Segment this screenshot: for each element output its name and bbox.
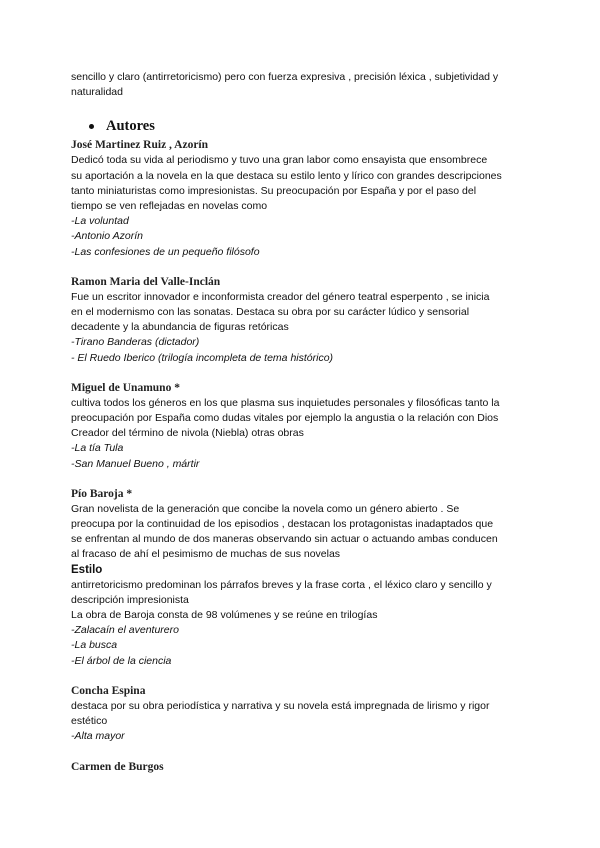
estilo-text: antirretoricismo predominan los párrafos breves y la frase corta , el léxico claro y sencillo y descripción impresionista	[71, 578, 492, 606]
intro-line-1: sencillo y claro (antirretoricismo) pero con fuerza expresiva , precisión léxica , subjetividad y	[71, 71, 499, 83]
section-azorin	[71, 137, 541, 259]
intro-line-2: naturalidad	[71, 86, 123, 99]
work-item: -La voluntad	[71, 215, 129, 228]
work-item: -La tía Tula	[71, 442, 124, 455]
section-concha-espina	[71, 683, 541, 745]
author-name: Miguel de Unamuno *	[71, 381, 180, 394]
author-name: Carmen de Burgos	[71, 760, 164, 773]
section-baroja	[71, 486, 541, 669]
author-name: Concha Espina	[71, 684, 146, 697]
work-item: -Tirano Banderas (dictador)	[71, 336, 200, 349]
obra-text: La obra de Baroja consta de 98 volúmenes y se reúne en trilogías	[71, 609, 378, 622]
estilo-heading: Estilo	[71, 563, 103, 576]
work-item: -Las confesiones de un pequeño filósofo	[71, 245, 260, 258]
author-text: Fue un escritor innovador e inconformista creador del género teatral esperpento , se inicia en el modernismo con las sonatas. Destaca su obra por su carácter lúdico y sensorial decadente y la abundancia de figuras retóricas	[71, 290, 490, 334]
work-item: -Alta mayor	[71, 730, 125, 743]
bullet-dot-icon	[89, 124, 94, 129]
work-item: -San Manuel Bueno , mártir	[71, 457, 200, 470]
author-text: Gran novelista de la generación que concibe la novela como un género abierto . Se preocupa por la continuidad de los episodios , destacan los protagonistas inadaptados que se enfrentan al mundo de dos maneras observando sin actuar o actuando ambas conducen al fracaso de ahí el pesimismo de muchas de sus novelas	[71, 502, 498, 561]
work-item: -Antonio Azorín	[71, 230, 143, 243]
author-name: José Martinez Ruiz , Azorín	[71, 139, 209, 152]
work-item: - El Ruedo Iberico (trilogía incompleta de tema histórico)	[71, 351, 334, 364]
document-content	[71, 70, 541, 775]
work-item: -Zalacaín el aventurero	[71, 624, 179, 637]
section-valle-inclan	[71, 274, 541, 366]
author-name: Pío Baroja *	[71, 487, 133, 500]
author-text: cultiva todos los géneros en los que plasma sus inquietudes personales y filosóficas tanto la preocupación por España como dudas vitales por ejemplo la angustia o la relación con Dios Creador del término de nivola (Niebla) otras obras	[71, 396, 500, 440]
autores-bullet	[89, 118, 541, 135]
author-text: Dedicó toda su vida al periodismo y tuvo una gran labor como ensayista que ensombrece su aportación a la novela en la que destaca su estilo lento y lírico con grandes descripciones tanto miniaturistas como impresionistas. Su preocupación por España y por el paso del tiempo se ven reflejadas en novelas como	[71, 154, 502, 213]
author-text: destaca por su obra periodística y narrativa y su novela está impregnada de lirismo y rigor estético	[71, 699, 490, 728]
section-carmen-de-burgos	[71, 759, 541, 775]
work-item: -El árbol de la ciencia	[71, 654, 172, 667]
section-unamuno	[71, 380, 541, 472]
autores-heading: Autores	[106, 118, 155, 135]
author-name: Ramon Maria del Valle-Inclán	[71, 275, 221, 288]
work-item: -La busca	[71, 639, 118, 652]
